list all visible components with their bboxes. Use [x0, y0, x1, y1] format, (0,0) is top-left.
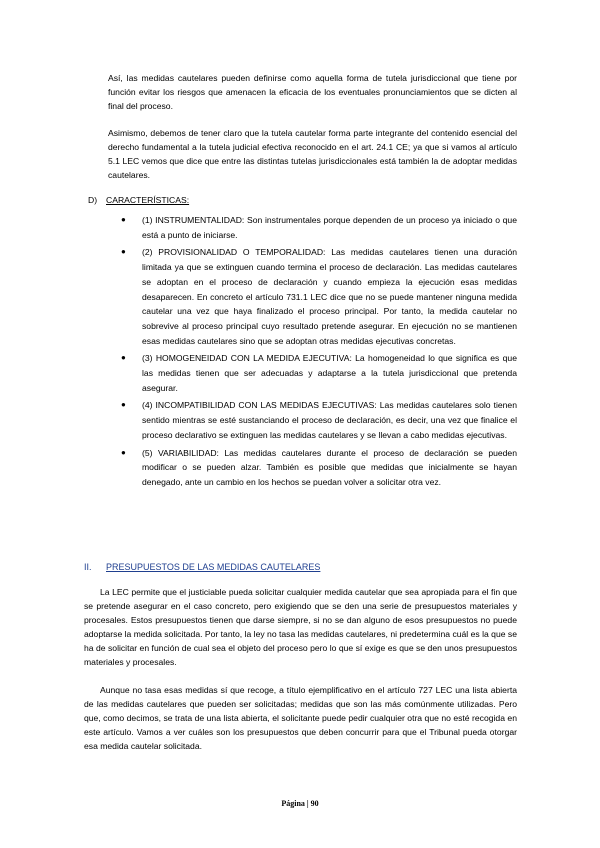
- list-item: [118, 446, 517, 490]
- bullet-icon: ●: [121, 353, 126, 363]
- list-item-text: (5) VARIABILIDAD: Las medidas cautelares durante el proceso de declaración se pueden modificar o se pueden alzar. También es posible que medidas que inicialmente se hayan denegado, ante un cambio en los hechos se puedan volver a solicitar otra vez.: [142, 447, 517, 487]
- section-d-label: CARACTERÍSTICAS:: [106, 195, 190, 205]
- section-ii-heading: [84, 560, 320, 574]
- list-item-text: (1) INSTRUMENTALIDAD: Son instrumentales porque dependen de un proceso ya iniciado o que está a punto de iniciarse.: [142, 215, 517, 240]
- bullet-icon: ●: [121, 215, 126, 224]
- paragraph-tutela-cautelar: Asimismo, debemos de tener claro que la tutela cautelar forma parte integrante del contenido esencial del derecho fundamental a la tutela judicial efectiva reconocido en el art. 24.1 CE; ya que si vamos al artículo 5.1 LEC vemos que dice que entre las distintas tutelas jurisdiccionales está también la de adoptar medidas cautelares.: [108, 128, 517, 180]
- list-item: [118, 351, 517, 395]
- paragraph-presupuestos: La LEC permite que el justiciable pueda solicitar cualquier medida cautelar que sea apropiada para el fin que se pretende asegurar en el caso concreto, pero exigiendo que se den una serie de presupuestos materiales y procesales. Estos presupuestos tienen que darse siempre, si no se dan alguno de esos presupuestos no puede adoptarse la medida solicitada. Por tanto, la ley no tasa las medidas cautelares, ni predetermina cuál es la que se ha de solicitar en función de cual sea el objeto del proceso pero lo que sí exige es que se den unos presupuestos materiales y procesales.: [84, 587, 517, 667]
- section-d-heading: [88, 193, 189, 207]
- section-ii-title: PRESUPUESTOS DE LAS MEDIDAS CAUTELARES: [106, 562, 321, 572]
- list-item: [118, 398, 517, 442]
- list-item-text: (3) HOMOGENEIDAD CON LA MEDIDA EJECUTIVA: La homogeneidad lo que significa es que las medidas tienen que ser adecuadas y adaptarse a la tutela jurisdiccional que pretenda asegurar.: [142, 353, 517, 393]
- paragraph-definition: Así, las medidas cautelares pueden definirse como aquella forma de tutela jurisdiccional que tiene por función evitar los riesgos que amenacen la eficacia de los eventuales pronunciamientos que se dicten al final del proceso.: [108, 73, 517, 111]
- section-ii-number: II.: [84, 562, 92, 572]
- page-number: Página | 90: [281, 799, 319, 808]
- list-item: [118, 213, 517, 242]
- section-d-letter: D): [88, 195, 98, 205]
- list-item: [118, 245, 517, 348]
- bullet-icon: ●: [121, 447, 126, 457]
- bullet-icon: ●: [121, 247, 126, 257]
- characteristics-list: [118, 213, 517, 493]
- list-item-text: (4) INCOMPATIBILIDAD CON LAS MEDIDAS EJECUTIVAS: Las medidas cautelares solo tienen sentido mientras se esté sustanciando el proceso de declaración, es decir, una vez que finalice el proceso declarativo se extinguen las medidas cautelares y se llevan a cabo medidas ejecutivas.: [142, 400, 517, 440]
- list-item-text: (2) PROVISIONALIDAD O TEMPORALIDAD: Las medidas cautelares tienen una duración limitada ya que se extinguen cuando termina el proceso de declaración. Las medidas cautelares se adoptan en el proceso de declaración y cuando empieza la ejecución esas medidas desaparecen. En concreto el artículo 731.1 LEC dice que no se puede mantener ninguna medida cautelar una vez que haya finalizado el proceso principal. Por tanto, la medida cautelar no sobrevive al proceso principal cuyo resultado pretende asegurar. En ejecución no se mantienen esas medidas cautelares sino que se adoptan otras medidas ejecutivas concretas.: [142, 247, 517, 346]
- bullet-icon: ●: [121, 400, 126, 410]
- paragraph-lista-abierta: Aunque no tasa esas medidas sí que recoge, a título ejemplificativo en el artículo 727 LEC una lista abierta de las medidas cautelares que pueden ser solicitadas; medidas que son las más comúnmente utilizadas. Pero que, como decimos, se trata de una lista abierta, el solicitante puede pedir cualquier otra que no esté recogida en este artículo. Vamos a ver cuáles son los presupuestos que deben concurrir para que el Tribunal pueda otorgar esa medida cautelar solicitada.: [84, 685, 517, 751]
